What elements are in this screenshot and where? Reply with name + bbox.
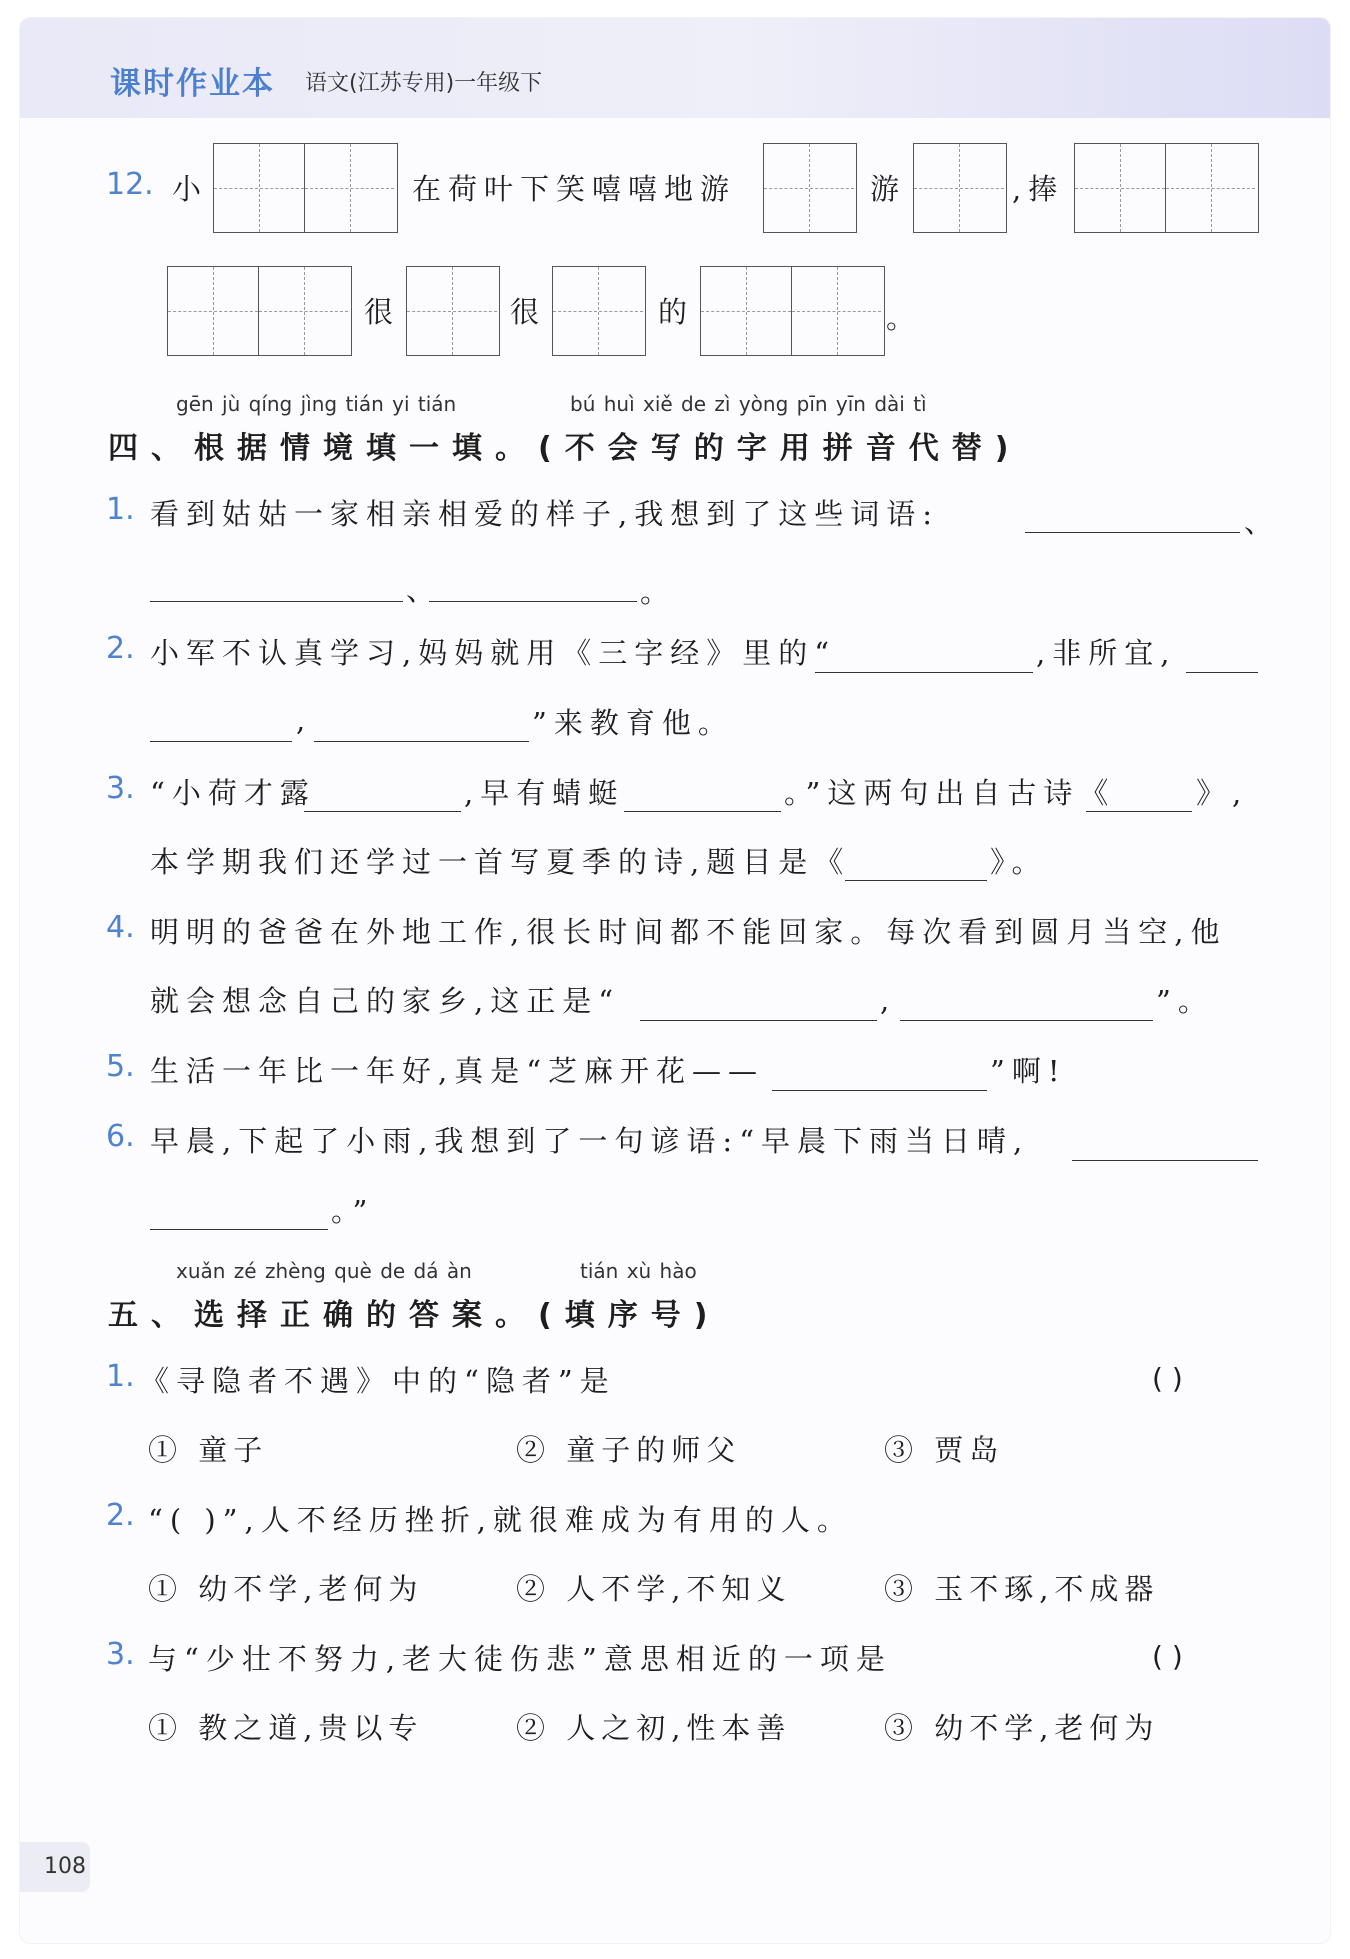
s4-q2-mid: ,非所宜, <box>1036 636 1177 670</box>
s5-q1-option-1: ① 童子 <box>148 1433 269 1467</box>
s5-q3-option-3: ③ 幼不学,老何为 <box>884 1711 1160 1745</box>
q12-writing-grid-1[interactable] <box>213 143 398 233</box>
s4-q3-text-5: 》。 <box>990 845 1048 879</box>
q12-writing-grid-8[interactable] <box>700 266 885 356</box>
s5-q2-option-2: ② 人不学,不知义 <box>516 1572 792 1606</box>
s4-q5-blank[interactable] <box>772 1090 987 1091</box>
q12-writing-grid-4[interactable] <box>1074 143 1259 233</box>
s4-q3-blank-3[interactable] <box>1086 811 1192 812</box>
s4-q6-number: 6. <box>106 1119 135 1154</box>
s4-q3-number: 3. <box>106 771 135 806</box>
page-number: 108 <box>44 1854 86 1879</box>
s4-q2-blank-3[interactable] <box>314 741 529 742</box>
q12-text-3: 游 <box>870 172 907 206</box>
q12-writing-grid-2[interactable] <box>763 143 857 233</box>
s4-q4-line-2: 就会想念自己的家乡,这正是“ <box>150 984 621 1018</box>
s4-q1-blank-3[interactable] <box>429 601 637 602</box>
s4-q4-comma: , <box>880 983 897 1017</box>
q12-text-8: 。 <box>886 301 923 335</box>
s4-q5-number: 5. <box>106 1049 135 1084</box>
s4-q2-comma: , <box>296 703 313 737</box>
section4-heading: 四、根据情境填一填。(不会写的字用拼音代替) <box>108 431 1022 466</box>
s4-q1-blank-2[interactable] <box>150 601 403 602</box>
s4-q2-text: 小军不认真学习,妈妈就用《三字经》里的“ <box>150 636 837 670</box>
s4-q4-blank-2[interactable] <box>900 1020 1153 1021</box>
s4-q6-blank-1[interactable] <box>1072 1160 1258 1161</box>
q12-text-5: 很 <box>364 295 401 329</box>
s4-q5-end: ”啊! <box>990 1054 1067 1088</box>
s4-q5-text: 生活一年比一年好,真是“芝麻开花—— <box>150 1054 765 1088</box>
q12-text-7: 的 <box>658 295 695 329</box>
s4-q4-line-1: 明明的爸爸在外地工作,很长时间都不能回家。每次看到圆月当空,他 <box>150 915 1227 949</box>
s4-q3-blank-1[interactable] <box>304 811 461 812</box>
s5-q1-option-3: ③ 贾岛 <box>884 1433 1005 1467</box>
s4-q6-text: 早晨,下起了小雨,我想到了一句谚语:“早晨下雨当日晴, <box>150 1124 1030 1158</box>
s5-q1-text: 《寻隐者不遇》中的“隐者”是 <box>140 1364 616 1398</box>
s4-q2-blank-1[interactable] <box>815 672 1033 673</box>
s4-q1-number: 1. <box>106 492 135 527</box>
s4-q2-end: ”来教育他。 <box>532 706 734 740</box>
s5-q3-text: 与“少壮不努力,老大徒伤悲”意思相近的一项是 <box>148 1642 892 1676</box>
q12-writing-grid-6[interactable] <box>406 266 500 356</box>
s5-q2-text: “( )”,人不经历挫折,就很难成为有用的人。 <box>148 1503 853 1537</box>
s4-q1-blank-1[interactable] <box>1025 532 1240 533</box>
s5-q2-option-3: ③ 玉不琢,不成器 <box>884 1572 1160 1606</box>
s4-q2-number: 2. <box>106 631 135 666</box>
q12-text-1: 小 <box>172 172 209 206</box>
section5-heading: 五、选择正确的答案。(填序号) <box>108 1298 721 1333</box>
page-number-tab <box>20 1842 90 1892</box>
s4-q6-end: 。” <box>331 1194 375 1228</box>
q12-writing-grid-7[interactable] <box>552 266 646 356</box>
s5-q3-option-2: ② 人之初,性本善 <box>516 1711 792 1745</box>
s4-q2-blank-2b[interactable] <box>150 741 292 742</box>
s4-q3-blank-2[interactable] <box>624 811 781 812</box>
q12-writing-grid-3[interactable] <box>913 143 1007 233</box>
s4-q1-text: 看到姑姑一家相亲相爱的样子,我想到了这些词语: <box>150 497 939 531</box>
section4-pinyin-b: bú huì xiě de zì yòng pīn yīn dài tì <box>570 392 927 416</box>
section5-pinyin-a: xuǎn zé zhèng què de dá àn <box>176 1259 472 1283</box>
q12-text-6: 很 <box>510 295 547 329</box>
s4-q1-sep-1: 、 <box>1244 505 1281 539</box>
s4-q1-end: 。 <box>640 575 677 609</box>
workbook-subtitle: 语文(江苏专用)一年级下 <box>305 71 543 96</box>
s4-q3-text-1: “小荷才露 <box>150 776 316 810</box>
q12-text-4: ,捧 <box>1012 172 1065 206</box>
s5-q1-answer-parens[interactable]: ( ) <box>1152 1362 1183 1395</box>
s5-q2-number: 2. <box>106 1498 135 1533</box>
s5-q3-number: 3. <box>106 1637 135 1672</box>
s5-q3-answer-parens[interactable]: ( ) <box>1152 1640 1183 1673</box>
q12-text-2: 在荷叶下笑嘻嘻地游 <box>412 172 737 206</box>
section4-pinyin-a: gēn jù qíng jìng tián yi tián <box>176 392 457 416</box>
s4-q3-text-2: ,早有蜻蜓 <box>464 776 625 810</box>
q12-writing-grid-5[interactable] <box>167 266 352 356</box>
s4-q3-text-3: 。”这两句出自古诗《 <box>784 776 1116 810</box>
s4-q4-end: ”。 <box>1156 984 1214 1018</box>
s5-q2-option-1: ① 幼不学,老何为 <box>148 1572 424 1606</box>
s4-q4-blank-1[interactable] <box>640 1020 877 1021</box>
s5-q1-number: 1. <box>106 1359 135 1394</box>
s4-q3-line-2: 本学期我们还学过一首写夏季的诗,题目是《 <box>150 845 851 879</box>
s5-q1-option-2: ② 童子的师父 <box>516 1433 742 1467</box>
s4-q4-number: 4. <box>106 910 135 945</box>
s4-q2-blank-2a[interactable] <box>1186 672 1258 673</box>
s4-q6-blank-2[interactable] <box>150 1229 328 1230</box>
s4-q3-text-4: 》, <box>1196 776 1249 810</box>
s4-q3-blank-4[interactable] <box>845 880 987 881</box>
s4-q1-sep-2: 、 <box>406 573 443 607</box>
q12-number: 12. <box>106 167 154 202</box>
s5-q3-option-1: ① 教之道,贵以专 <box>148 1711 424 1745</box>
workbook-brand: 课时作业本 <box>110 66 275 102</box>
section5-pinyin-b: tián xù hào <box>580 1259 697 1283</box>
